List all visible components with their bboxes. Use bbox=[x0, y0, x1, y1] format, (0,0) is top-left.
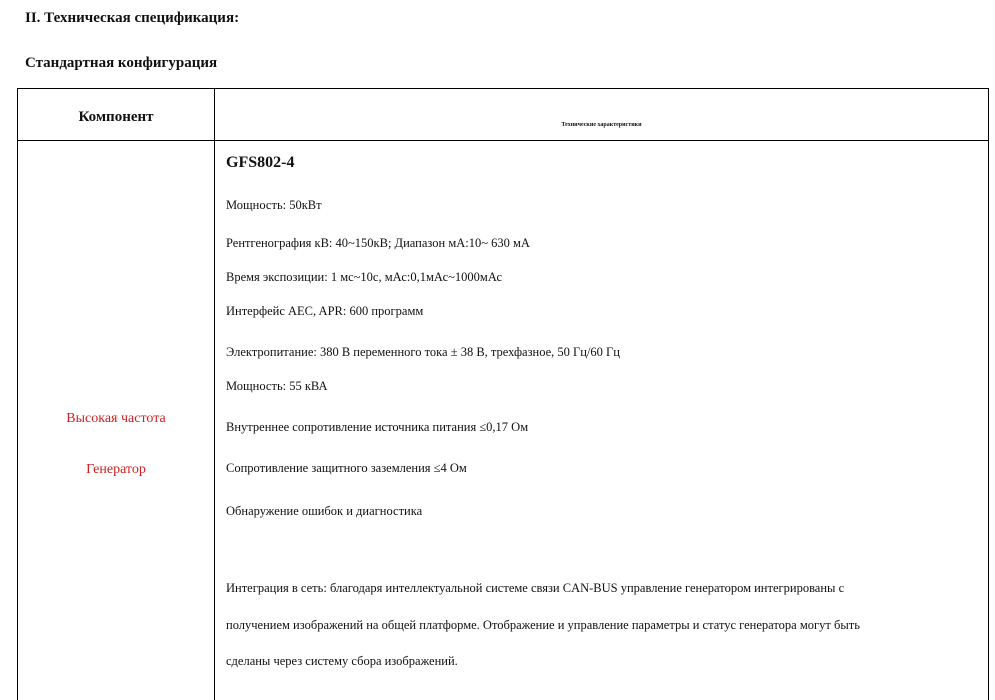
model-name: GFS802-4 bbox=[226, 154, 295, 171]
spec-line: получением изображений на общей платформе. Отображение и управление параметры и статус генератора могут быть bbox=[226, 618, 860, 632]
spec-line: Мощность: 55 кВА bbox=[226, 379, 328, 393]
component-cell bbox=[18, 393, 214, 495]
spec-line: Сопротивление защитного заземления ≤4 Ом bbox=[226, 461, 467, 475]
spec-line: сделаны через систему сбора изображений. bbox=[226, 654, 458, 668]
spec-line: Электропитание: 380 В переменного тока ± 38 В, трехфазное, 50 Гц/60 Гц bbox=[226, 345, 620, 359]
spec-table bbox=[17, 88, 989, 700]
config-title: Стандартная конфигурация bbox=[25, 55, 218, 71]
header-divider bbox=[18, 140, 988, 141]
component-name-line1: Высокая частота bbox=[66, 411, 166, 426]
spec-line: Рентгенография кВ: 40~150кВ; Диапазон мА:10~ 630 мА bbox=[226, 236, 530, 250]
spec-line: Время экспозиции: 1 мс~10с, мАс:0,1мАс~1000мАс bbox=[226, 270, 503, 284]
column-divider bbox=[214, 89, 215, 700]
component-name-line2: Генератор bbox=[86, 462, 146, 477]
spec-line: Интеграция в сеть: благодаря интеллектуальной системе связи CAN-BUS управление генератором интегрированы с bbox=[226, 581, 845, 595]
header-component: Компонент bbox=[78, 109, 154, 125]
spec-line: Обнаружение ошибок и диагностика bbox=[226, 504, 423, 518]
section-title: II. Техническая спецификация: bbox=[25, 10, 240, 26]
header-specs: Технические характеристики bbox=[561, 122, 642, 128]
spec-line: Интерфейс AEC, APR: 600 программ bbox=[226, 304, 424, 318]
spec-line: Внутреннее сопротивление источника питания ≤0,17 Ом bbox=[226, 420, 529, 434]
spec-line: Мощность: 50кВт bbox=[226, 198, 322, 212]
